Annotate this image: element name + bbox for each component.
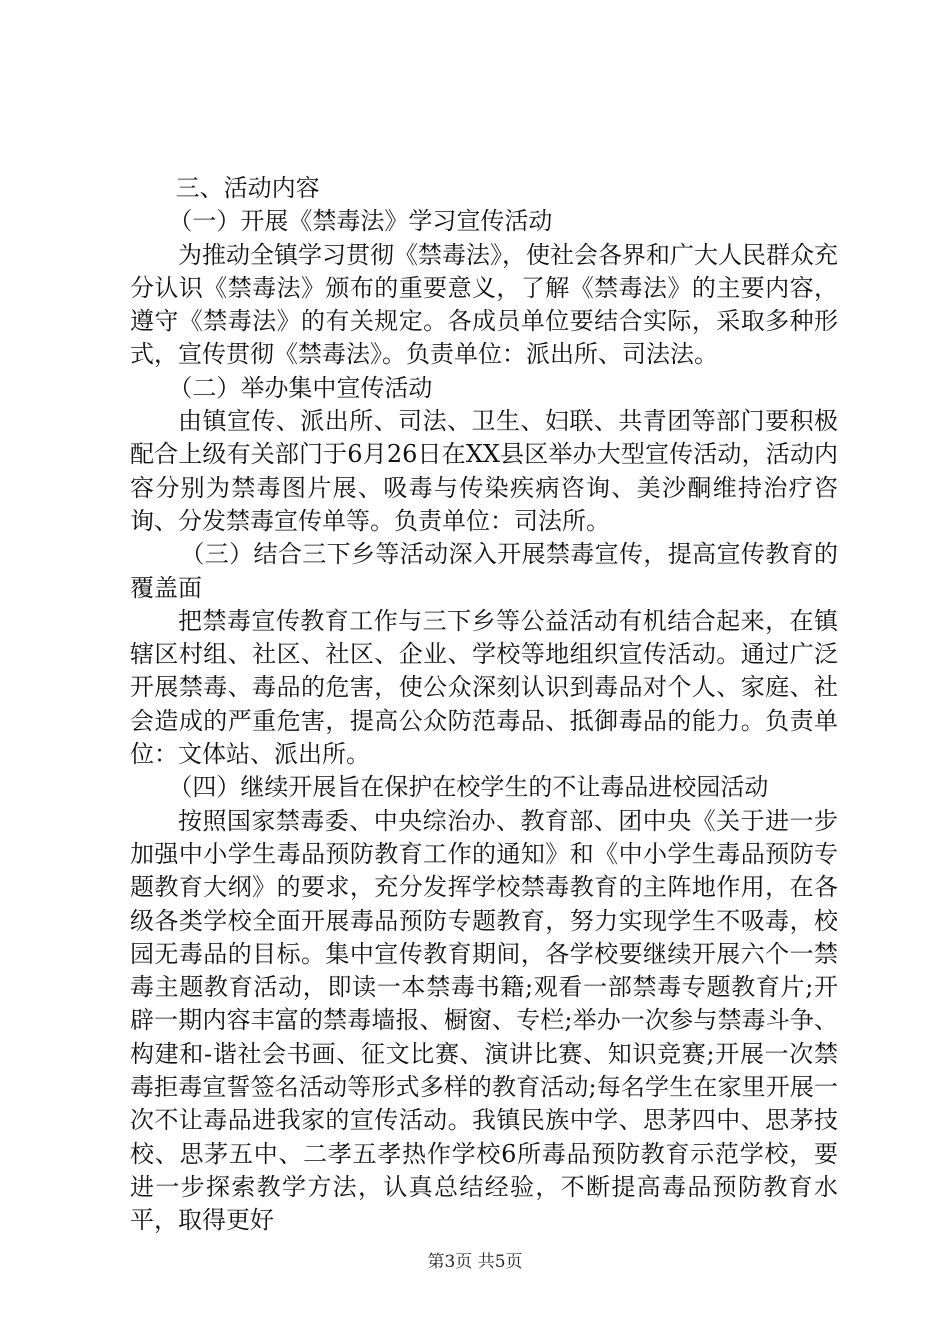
page-footer: 第3页 共5页 [427, 1252, 523, 1272]
subsection-title-4: （四）继续开展旨在保护在校学生的不让毒品进校园活动 [168, 773, 769, 802]
subsection-title-3: （三）结合三下乡等活动深入开展禁毒宣传，提高宣传教育的覆盖面 [130, 540, 838, 602]
paragraph-1: 为推动全镇学习贯彻《禁毒法》，使社会各界和广大人民群众充分认识《禁毒法》颁布的重要意义，了解《禁毒法》的主要内容，遵守《禁毒法》的有关规定。各成员单位要结合实际，采取多种形式，宣传贯彻《禁毒法》。负责单位：派出所、司法法。 [130, 240, 838, 369]
paragraph-4: 按照国家禁毒委、中央综治办、教育部、团中央《关于进一步加强中小学生毒品预防教育工作的通知》和《中小学生毒品预防专题教育大纲》的要求，充分发挥学校禁毒教育的主阵地作用，在各级各类学校全面开展毒品预防专题教育，努力实现学生不吸毒，校园无毒品的目标。集中宣传教育期间，各学校要继续开展六个一禁毒主题教育活动，即读一本禁毒书籍;观看一部禁毒专题教育片;开辟一期内容丰富的禁毒墙报、橱窗、专栏;举办一次参与禁毒斗争、构建和-谐社会书画、征文比赛、演讲比赛、知识竞赛;开展一次禁毒拒毒宣誓签名活动等形式多样的教育活动;每名学生在家里开展一次不让毒品进我家的宣传活动。我镇民族中学、思茅四中、思茅技校、思茅五中、二孝五孝热作学校6所毒品预防教育示范学校，要进一步探索教学方法，认真总结经验，不断提高毒品预防教育水平，取得更好 [130, 806, 838, 1235]
subsection-title-2: （二）举办集中宣传活动 [168, 373, 433, 402]
paragraph-2: 由镇宣传、派出所、司法、卫生、妇联、共青团等部门要积极配合上级有关部门于6月26日在XX县区举办大型宣传活动，活动内容分别为禁毒图片展、吸毒与传染疾病咨询、美沙酮维持治疗咨询、分发禁毒宣传单等。负责单位：司法所。 [130, 407, 838, 535]
subsection-title-1: （一）开展《禁毒法》学习宣传活动 [168, 207, 553, 236]
document-body [130, 172, 838, 1238]
section-heading: 三、活动内容 [175, 174, 320, 202]
paragraph-3: 把禁毒宣传教育工作与三下乡等公益活动有机结合起来，在镇辖区村组、社区、社区、企业、学校等地组织宣传活动。通过广泛开展禁毒、毒品的危害，使公众深刻认识到毒品对个人、家庭、社会造成的严重危害，提高公众防范毒品、抵御毒品的能力。负责单位：文体站、派出所。 [130, 606, 838, 769]
